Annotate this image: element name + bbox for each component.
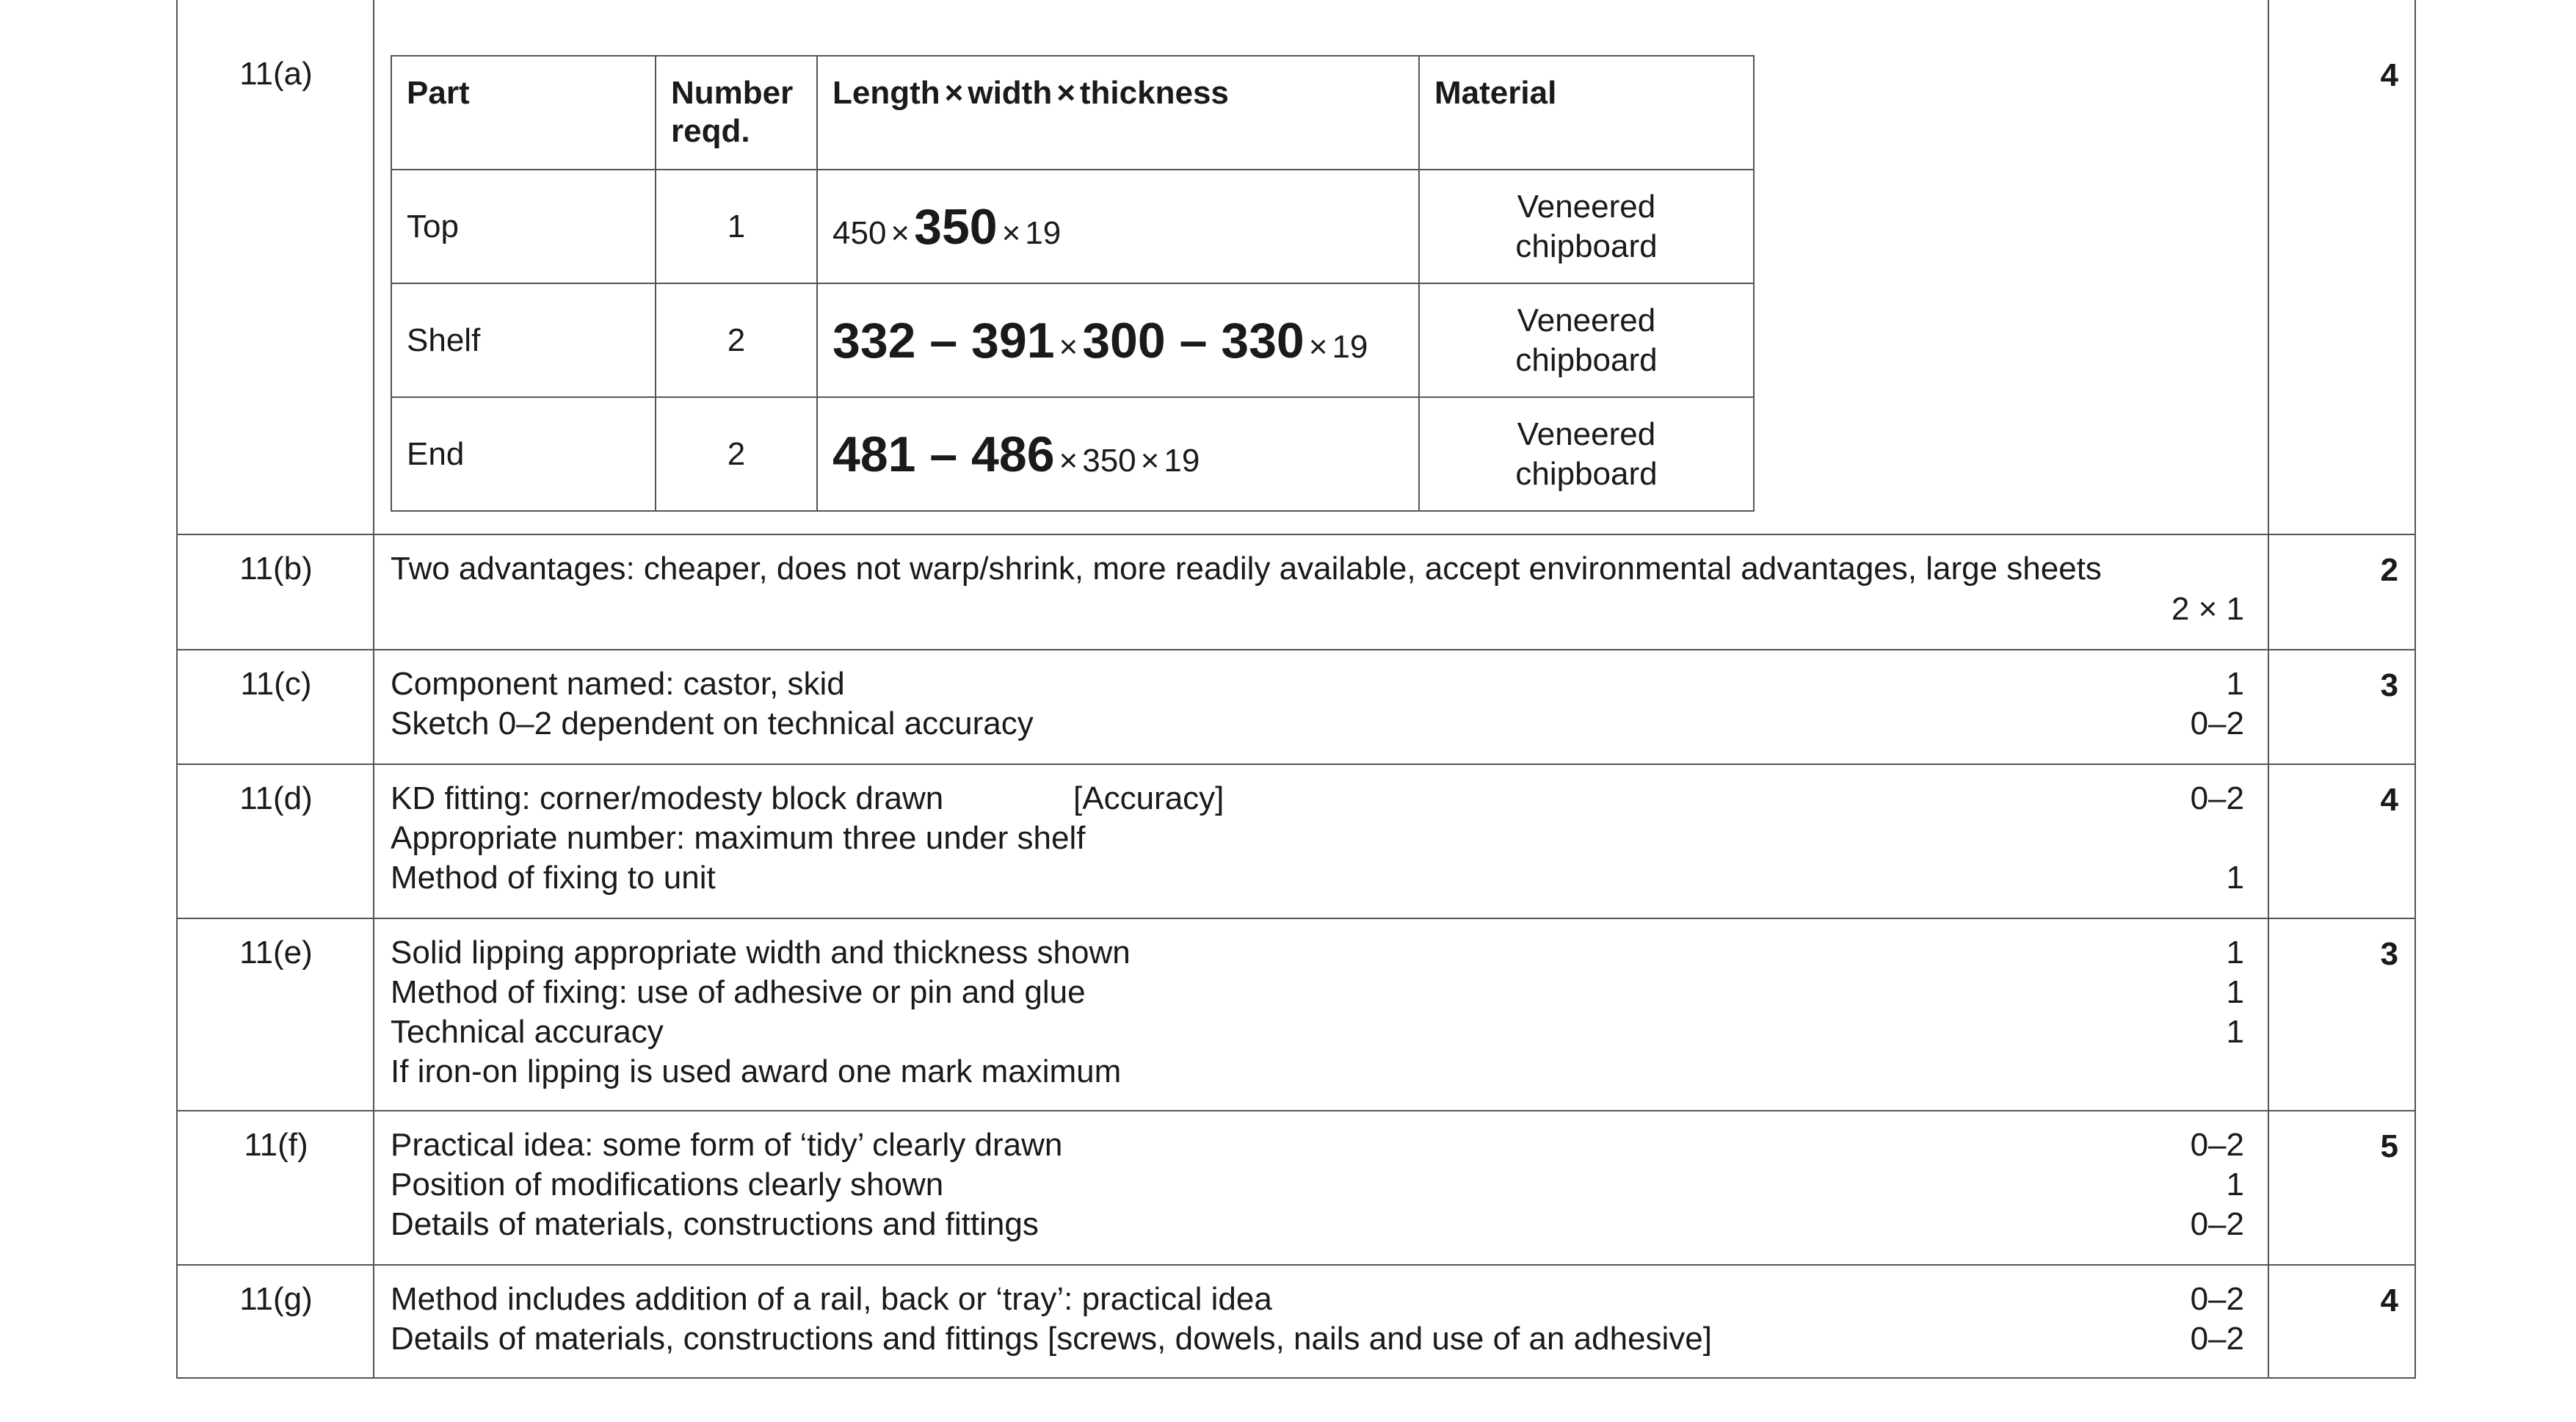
- part-name: Shelf: [391, 283, 656, 397]
- mark-value: 0–2: [2190, 1206, 2244, 1242]
- part-material: [1419, 170, 1754, 283]
- accuracy-note: [Accuracy]: [1073, 780, 1224, 816]
- table-row: [391, 283, 1754, 397]
- mark-value: 1: [2226, 1167, 2244, 1202]
- mark-value: 0–2: [2190, 1127, 2244, 1163]
- answer-line: If iron-on lipping is used award one mark maximum: [391, 1053, 1122, 1089]
- header-material: Material: [1419, 56, 1754, 170]
- part-name: Top: [391, 170, 656, 283]
- mark-value: 2 × 1: [2171, 591, 2244, 627]
- dim-width: 350: [914, 198, 998, 255]
- times-symbol: ×: [1140, 442, 1160, 479]
- mark-value: 0–2: [2190, 1281, 2244, 1317]
- question-total-marks: 3: [2380, 936, 2398, 972]
- row-divider: [178, 649, 2414, 650]
- part-number: 1: [656, 170, 817, 283]
- question-total-marks: 2: [2380, 552, 2398, 588]
- question-number: 11(f): [244, 1127, 308, 1163]
- dim-thickness: 19: [1025, 214, 1062, 251]
- row-divider: [178, 1264, 2414, 1266]
- times-symbol: ×: [1308, 328, 1328, 365]
- answer-line: Sketch 0–2 dependent on technical accuracy: [391, 705, 1034, 741]
- parts-table: [391, 55, 1755, 512]
- times-symbol: ×: [1059, 442, 1078, 479]
- parts-table-header: [391, 56, 1754, 170]
- mark-value: 0–2: [2190, 780, 2244, 816]
- question-number: 11(c): [240, 666, 312, 702]
- row-divider: [178, 763, 2414, 765]
- answer-line: Solid lipping appropriate width and thickness shown: [391, 935, 1131, 971]
- question-number: 11(d): [239, 780, 313, 816]
- header-number-line2: reqd.: [671, 113, 750, 149]
- part-number: 2: [656, 283, 817, 397]
- dim-thickness: 19: [1332, 328, 1368, 365]
- row-divider: [178, 918, 2414, 919]
- dim-width: 350: [1082, 442, 1136, 479]
- header-number: [656, 56, 817, 170]
- part-material: [1419, 397, 1754, 511]
- question-number: 11(b): [239, 551, 313, 587]
- answer-line: Technical accuracy: [391, 1014, 664, 1050]
- header-dimensions: [817, 56, 1419, 170]
- times-symbol: ×: [890, 214, 910, 251]
- header-dim-thickness: thickness: [1079, 75, 1229, 111]
- material-line1: Veneered: [1517, 302, 1656, 338]
- question-total-marks: 5: [2380, 1128, 2398, 1164]
- answer-line: Method of fixing to unit: [391, 860, 716, 896]
- mark-value: 1: [2226, 974, 2244, 1010]
- dim-length: 481 – 486: [832, 426, 1055, 482]
- question-number: 11(e): [239, 935, 313, 971]
- part-material: [1419, 283, 1754, 397]
- answer-line: Position of modifications clearly shown: [391, 1167, 944, 1202]
- times-symbol: ×: [1001, 214, 1021, 251]
- mark-value: 1: [2226, 1014, 2244, 1050]
- mark-value: 1: [2226, 860, 2244, 896]
- part-name: End: [391, 397, 656, 511]
- mark-value: 0–2: [2190, 705, 2244, 741]
- answer-line: Appropriate number: maximum three under shelf: [391, 820, 1086, 856]
- material-line2: chipboard: [1515, 341, 1658, 378]
- material-line2: chipboard: [1515, 455, 1658, 492]
- header-dim-width: width: [968, 75, 1053, 111]
- times-symbol: ×: [944, 75, 964, 111]
- answer-line: Method of fixing: use of adhesive or pin and glue: [391, 974, 1086, 1010]
- answer-line: KD fitting: corner/modesty block drawn: [391, 780, 944, 816]
- table-row: [391, 397, 1754, 511]
- part-dimensions: [817, 170, 1419, 283]
- column-divider: [2268, 0, 2269, 1377]
- material-line1: Veneered: [1517, 188, 1656, 225]
- part-dimensions: [817, 283, 1419, 397]
- material-line1: Veneered: [1517, 416, 1656, 452]
- answer-line: Practical idea: some form of ‘tidy’ clearly drawn: [391, 1127, 1063, 1163]
- dim-thickness: 19: [1164, 442, 1200, 479]
- answer-line: Details of materials, constructions and fittings [screws, dowels, nails and use of an adhesive]: [391, 1321, 1713, 1357]
- part-dimensions: [817, 397, 1419, 511]
- row-divider: [178, 1110, 2414, 1111]
- mark-scheme-table: [176, 0, 2416, 1379]
- header-dim-length: Length: [832, 75, 940, 111]
- mark-value: 1: [2226, 666, 2244, 702]
- question-total-marks: 4: [2380, 57, 2398, 93]
- mark-value: 0–2: [2190, 1321, 2244, 1357]
- dim-length: 450: [832, 214, 887, 251]
- dim-width: 300 – 330: [1082, 312, 1305, 369]
- material-line2: chipboard: [1515, 228, 1658, 264]
- row-divider: [178, 534, 2414, 535]
- answer-line: Details of materials, constructions and fittings: [391, 1206, 1039, 1242]
- question-total-marks: 4: [2380, 1283, 2398, 1318]
- times-symbol: ×: [1059, 328, 1078, 365]
- question-number: 11(a): [239, 56, 313, 92]
- table-row: [391, 170, 1754, 283]
- answer-line: Two advantages: cheaper, does not warp/shrink, more readily available, accept environmental advantages, large sheets: [391, 551, 2102, 587]
- mark-value: 1: [2226, 935, 2244, 971]
- answer-line: Method includes addition of a rail, back or ‘tray’: practical idea: [391, 1281, 1272, 1317]
- question-total-marks: 3: [2380, 667, 2398, 703]
- question-total-marks: 4: [2380, 782, 2398, 818]
- part-number: 2: [656, 397, 817, 511]
- answer-line: Component named: castor, skid: [391, 666, 845, 702]
- question-number: 11(g): [239, 1281, 313, 1317]
- header-part: Part: [391, 56, 656, 170]
- times-symbol: ×: [1056, 75, 1075, 111]
- header-number-line1: Number: [671, 75, 794, 111]
- dim-length: 332 – 391: [832, 312, 1055, 369]
